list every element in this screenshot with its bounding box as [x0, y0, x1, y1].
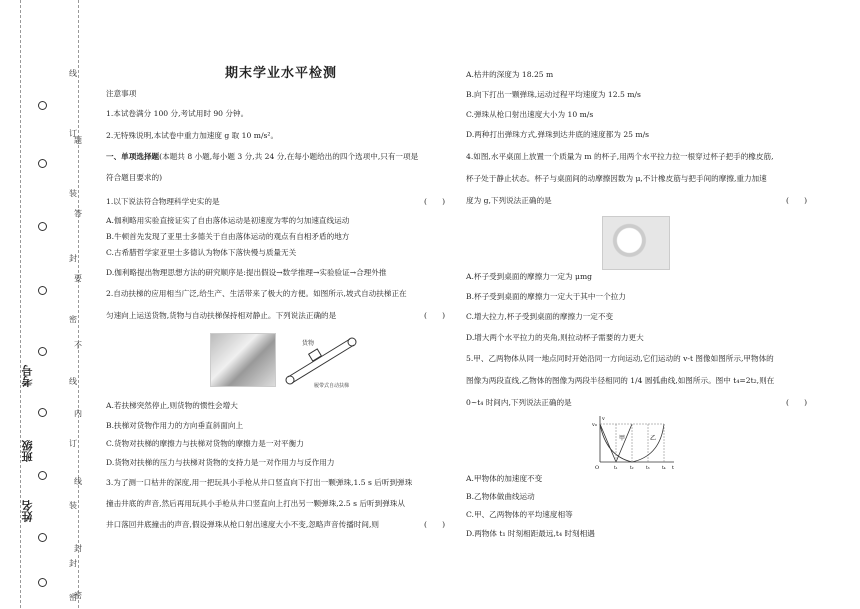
- margin-char: 线: [74, 477, 82, 486]
- q4-option-b: B.杯子受到桌面的摩擦力一定大于其中一个拉力: [466, 292, 626, 301]
- escalator-diagram: [280, 331, 376, 389]
- binding-hole: [38, 159, 47, 168]
- margin-char: 内: [74, 409, 82, 418]
- q4-option-c: C.增大拉力,杯子受到桌面的摩擦力一定不变: [466, 312, 614, 321]
- right-column: [466, 70, 826, 570]
- q1-option-c: C.古希腊哲学家亚里士多德认为物体下落快慢与质量无关: [106, 248, 297, 257]
- binding-line-inner: [78, 0, 79, 608]
- left-content: [106, 89, 456, 609]
- q4-option-d: D.增大两个水平拉力的夹角,则拉动杯子需要的力更大: [466, 333, 644, 342]
- cup-photo: [602, 216, 670, 270]
- q2-option-d: D.货物对扶梯的压力与扶梯对货物的支持力是一对作用力与反作用力: [106, 458, 335, 467]
- label-xingming: 姓名: [21, 500, 34, 522]
- margin-char: 封: [69, 559, 77, 568]
- q2-option-b: B.扶梯对货物作用力的方向垂直斜面向上: [106, 421, 244, 430]
- notice-heading: 注意事项: [106, 89, 137, 98]
- q3-option-d: D.两种打出弹珠方式,弹珠到达井底的速度都为 25 m/s: [466, 130, 650, 139]
- q1-option-a: A.伽利略用实验直接证实了自由落体运动是初速度为零的匀加速直线运动: [106, 216, 350, 225]
- notice-item: 2.无特殊说明,本试卷中重力加速度 g 取 10 m/s²。: [106, 131, 279, 140]
- q1-stem: 1.以下说法符合物理科学史实的是: [106, 197, 220, 206]
- escalator-photo: [210, 333, 276, 387]
- section-heading: [106, 152, 418, 162]
- q5-option-b: B.乙物体做曲线运动: [466, 492, 535, 501]
- q3-answer-paren: ( ): [424, 520, 446, 529]
- section-title: 一、单项选择题: [106, 152, 160, 161]
- binding-hole: [38, 471, 47, 480]
- binding-hole: [38, 286, 47, 295]
- graph-origin-label: O: [595, 465, 600, 470]
- escalator-label: 履带式自动扶梯: [314, 383, 350, 389]
- section-desc-line2: 符合题目要求的): [106, 173, 163, 182]
- section-desc: (本题共 8 小题,每小题 3 分,共 24 分,在每小题给出的四个选项中,只有一项是: [159, 152, 419, 161]
- graph-t3-label: t₃: [646, 466, 650, 470]
- cargo-label: 货物: [302, 340, 315, 347]
- q3-option-b: B.向下打出一颗弹珠,运动过程平均速度为 12.5 m/s: [466, 90, 641, 99]
- right-content: [466, 70, 826, 570]
- graph-yi-label: 乙: [650, 435, 657, 442]
- graph-t4-label: t₄: [662, 466, 666, 470]
- vt-graph: [592, 412, 678, 470]
- margin-char: 不: [74, 341, 82, 350]
- q4-stem-line2: 杯子处于静止状态。杯子与桌面间的动摩擦因数为 μ,不计橡皮筋与把手间的摩擦,重力加速: [466, 174, 767, 183]
- margin-char: 密: [69, 315, 77, 324]
- margin-char: 封: [74, 544, 82, 553]
- q2-answer-paren: ( ): [424, 311, 446, 320]
- margin-char: 线: [69, 69, 77, 78]
- q5-stem-line1: 5.甲、乙两物体从同一地点同时开始沿同一方向运动,它们运动的 v-t 图像如图所示,甲物体的: [466, 354, 774, 363]
- binding-hole: [38, 347, 47, 356]
- q3-option-c: C.弹珠从枪口射出速度大小为 10 m/s: [466, 110, 594, 119]
- graph-t-label: t: [672, 465, 675, 470]
- margin-char: 密: [74, 591, 82, 600]
- q5-option-c: C.甲、乙两物体的平均速度相等: [466, 510, 573, 519]
- margin-char: 答: [74, 209, 82, 218]
- q3-stem-line1: 3.为了测一口枯井的深度,用一把玩具小手枪从井口竖直向下打出一颗弹珠,1.5 s 后听到弹珠: [106, 478, 413, 487]
- binding-hole: [38, 578, 47, 587]
- label-kaohao: 考号: [21, 365, 34, 387]
- q5-stem-line2: 图像为两段直线,乙物体的图像为两段半径相同的 1/4 圆弧曲线,如图所示。图中 t₄=2t₂,则在: [466, 376, 775, 385]
- q5-answer-paren: ( ): [786, 398, 808, 407]
- margin-char: 订: [69, 129, 77, 138]
- margin-char: 订: [69, 439, 77, 448]
- q4-stem-line3: 度为 g,下列说法正确的是: [466, 196, 552, 205]
- binding-hole: [38, 222, 47, 231]
- left-column: [106, 66, 456, 609]
- q2-stem-line1: 2.自动扶梯的应用相当广泛,给生产、生活带来了极大的方便。如图所示,坡式自动扶梯正在: [106, 289, 407, 298]
- binding-hole: [38, 533, 47, 542]
- q1-option-b: B.牛顿首先发现了亚里士多德关于自由落体运动的观点有自相矛盾的地方: [106, 232, 350, 241]
- graph-v0-label: v₀: [592, 422, 597, 428]
- margin-char: 线: [69, 377, 77, 386]
- margin-char: 装: [69, 501, 77, 510]
- graph-t1-label: t₁: [614, 466, 618, 470]
- q5-option-d: D.两物体 t₁ 时刻相距最远,t₄ 时刻相遇: [466, 529, 595, 538]
- margin-char: 装: [69, 189, 77, 198]
- q5-stem-line3: 0~t₄ 时间内,下列说法正确的是: [466, 398, 572, 407]
- notice-item: 1.本试卷满分 100 分,考试用时 90 分钟。: [106, 109, 249, 118]
- margin-char: 密: [69, 593, 77, 602]
- q1-option-d: D.伽利略提出物理思想方法的研究顺序是:提出假设→数学推理→实验验证→合理外推: [106, 268, 387, 277]
- q4-option-a: A.杯子受到桌面的摩擦力一定为 μmg: [466, 272, 593, 281]
- q3-stem-line2: 撞击井底的声音,然后再用玩具小手枪从井口竖直向上打出另一颗弹珠,2.5 s 后听到弹珠从: [106, 499, 405, 508]
- q1-answer-paren: ( ): [424, 197, 446, 206]
- q2-option-a: A.若扶梯突然停止,则货物的惯性会增大: [106, 401, 238, 410]
- q2-option-c: C.货物对扶梯的摩擦力与扶梯对货物的摩擦力是一对平衡力: [106, 439, 304, 448]
- q2-stem-line2: 匀速向上运送货物,货物与自动扶梯保持相对静止。下列说法正确的是: [106, 311, 337, 320]
- graph-t2-label: t₂: [630, 466, 634, 470]
- q4-stem-line1: 4.如图,水平桌面上放置一个质量为 m 的杯子,用两个水平拉力拉一根穿过杯子把手的橡皮筋,: [466, 152, 774, 161]
- binding-hole: [38, 408, 47, 417]
- q5-option-a: A.甲物体的加速度不变: [466, 474, 543, 483]
- graph-v-label: v: [602, 416, 605, 422]
- margin-char: 题: [74, 136, 82, 145]
- margin-char: 要: [74, 274, 82, 283]
- margin-char: 封: [69, 254, 77, 263]
- q3-option-a: A.枯井的深度为 18.25 m: [466, 70, 554, 79]
- binding-margin: [0, 0, 95, 608]
- binding-hole: [38, 101, 47, 110]
- label-banji: 班级: [21, 440, 34, 462]
- q3-stem-line3: 井口落回井底撞击的声音,假设弹珠从枪口射出速度大小不变,忽略声音传播时间,则: [106, 520, 380, 529]
- q4-answer-paren: ( ): [786, 196, 808, 205]
- graph-jia-label: 甲: [619, 435, 626, 442]
- page-title: 期末学业水平检测: [224, 66, 337, 81]
